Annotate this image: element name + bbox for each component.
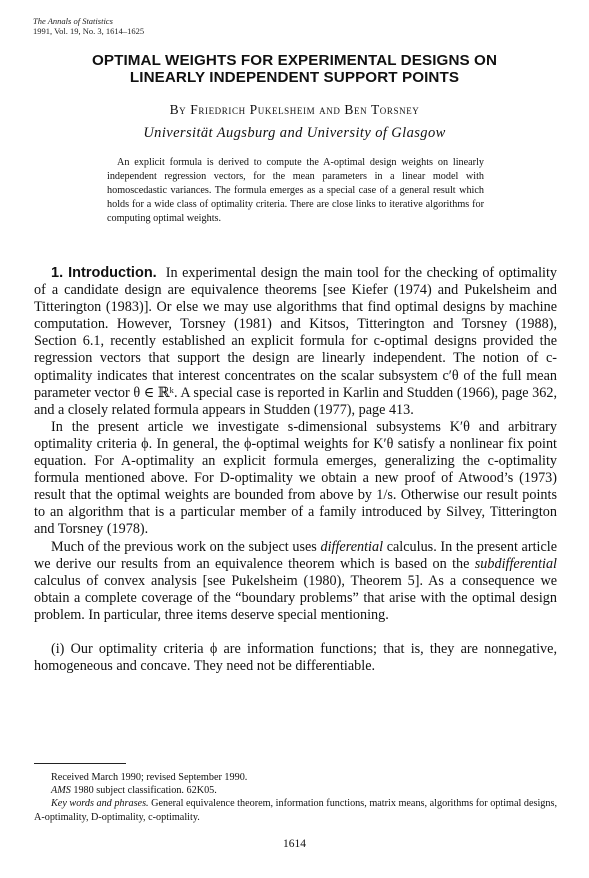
- p3-part-a: Much of the previous work on the subject uses: [51, 538, 321, 555]
- p3-emphasis-1: differential: [320, 538, 384, 555]
- intro-paragraph-1: [34, 265, 557, 419]
- author-line: [0, 102, 589, 118]
- main-text: [34, 265, 557, 675]
- footnote-ams: [34, 784, 557, 797]
- intro-paragraph-2: In the present article we investigate s-dimensional subsystems K′θ and arbitrary optimality criteria ϕ. In general, the ϕ-optimal weights for K′θ satisfy a nonlinear fix point equation. For A-optimality an explicit formula emerges, generalizing the c-optimality formula mentioned above. For D-optimality we obtain a new proof of Atwood’s (1973) result that the optimal weights are bounded from above by 1/s. Otherwise our result points to an algorithm that is a particular member of a family introduced by Silvey, Titterington and Torsney (1978).: [34, 418, 557, 538]
- keywords-label: Key words and phrases.: [51, 798, 149, 810]
- title-line-2: LINEARLY INDEPENDENT SUPPORT POINTS: [129, 69, 460, 86]
- footnote-keywords: [34, 797, 557, 823]
- intro-paragraph-4: (i) Our optimality criteria ϕ are information functions; that is, they are nonnegative, homogeneous and concave. They need not be differentiable.: [34, 640, 557, 675]
- p3-part-c: calculus of convex analysis [see Pukelsheim (1980), Theorem 5]. As a consequence we obtain a complete coverage of the “boundary problems” that arise with the optimal design problem. In particular, three items deserve special mentioning.: [34, 572, 557, 623]
- by-label: By: [169, 102, 187, 117]
- p3-part-b: calculus. In the present article we derive our results from an equivalence theorem which is based on the: [34, 538, 557, 572]
- journal-header: [33, 16, 144, 36]
- footnote-rule: [34, 763, 126, 764]
- journal-name: The Annals of Statistics: [33, 16, 113, 26]
- keywords-text: General equivalence theorem, information functions, matrix means, algorithms for optimal designs, A-optimality, D-optimality, c-optimality.: [34, 798, 557, 823]
- affiliation: Universität Augsburg and University of Glasgow: [143, 125, 446, 141]
- author-names: Friedrich Pukelsheim and Ben Torsney: [190, 102, 420, 117]
- journal-issue: 1991, Vol. 19, No. 3, 1614–1625: [33, 26, 145, 36]
- page-number: 1614: [283, 838, 306, 850]
- ams-text: 1980 subject classification. 62K05.: [73, 785, 217, 797]
- ams-label: AMS: [51, 785, 71, 797]
- intro-p1-text: In experimental design the main tool for the checking of optimality of a candidate design are equivalence theorems [see Kiefer (1974) and Pukelsheim and Titterington (1983)]. Or else we may use algorithms that find optimal designs by machine computation. However, Torsney (1981) and Kitsos, Titterington and Torsney (1988), Section 6.1, recently established an explicit formula for c-optimal designs provided the regression vectors that support the design are linearly independent. The notion of c-optimality indicates that interest concentrates on the scalar subsystem c′θ of the full mean parameter vector θ ∈ ℝᵏ. A special case is reported in Karlin and Studden (1966), page 362, and a closely related formula appears in Studden (1977), page 413.: [34, 265, 557, 418]
- footnotes: [34, 771, 557, 824]
- paper-title: [40, 52, 549, 86]
- p3-emphasis-2: subdifferential: [474, 555, 557, 572]
- footnote-received: Received March 1990; revised September 1990.: [51, 772, 248, 783]
- section-heading: 1. Introduction.: [51, 265, 157, 281]
- abstract: An explicit formula is derived to compute the A-optimal design weights on linearly independent regression vectors, for the mean parameters in a linear model with homoscedastic variances. The formula emerges as a special case of a general result which holds for a wide class of optimality criteria. There are close links to iterative algorithms for computing optimal weights.: [107, 157, 484, 225]
- title-line-1: OPTIMAL WEIGHTS FOR EXPERIMENTAL DESIGNS ON: [91, 52, 498, 69]
- intro-paragraph-3: [34, 539, 557, 624]
